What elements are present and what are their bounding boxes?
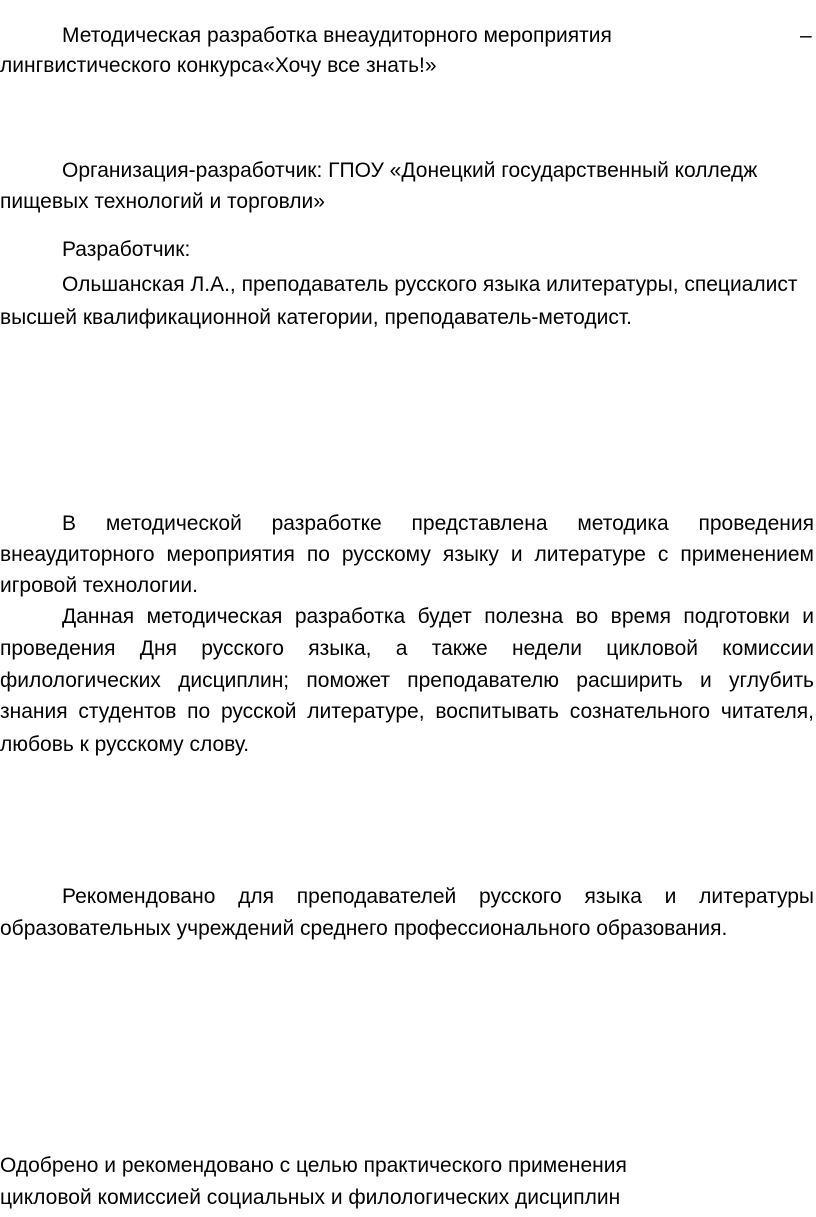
title-dash: – xyxy=(800,24,812,47)
organization-line-1: Организация-разработчик: ГПОУ «Донецкий государственный колледж xyxy=(62,159,758,182)
description-p2-line-1: Данная методическая разработка будет полезна во время подготовки и xyxy=(62,605,814,628)
organization-line-2: пищевых технологий и торговли» xyxy=(0,190,325,213)
description-p2-line-3: филологических дисциплин; поможет преподавателю расширить и углубить xyxy=(0,669,814,692)
developer-line-1: Ольшанская Л.А., преподаватель русского языка илитературы, специалист xyxy=(62,273,798,296)
title-line-2: лингвистического конкурса«Хочу все знать!» xyxy=(0,54,437,77)
description-p2-line-2: проведения Дня русского языка, а также недели цикловой комиссии xyxy=(0,637,814,660)
description-p1-line-2: внеаудиторного мероприятия по русскому языку и литературе с применением xyxy=(0,543,814,566)
title-line-1: Методическая разработка внеаудиторного мероприятия xyxy=(62,24,612,47)
recommendation-line-2: образовательных учреждений среднего профессионального образования. xyxy=(0,917,728,940)
description-p1-line-3: игровой технологии. xyxy=(0,574,198,597)
approval-line-2: цикловой комиссией социальных и филологических дисциплин xyxy=(0,1186,621,1209)
recommendation-line-1: Рекомендовано для преподавателей русского языка и литературы xyxy=(62,885,814,908)
description-p2-line-4: знания студентов по русской литературе, воспитывать сознательного читателя, xyxy=(0,700,814,723)
description-p2-line-5: любовь к русскому слову. xyxy=(0,733,250,756)
description-p1-line-1: В методической разработке представлена методика проведения xyxy=(62,512,814,535)
developer-line-2: высшей квалификационной категории, преподаватель-методист. xyxy=(0,306,633,329)
approval-line-1: Одобрено и рекомендовано с целью практического применения xyxy=(0,1154,627,1177)
developer-label: Разработчик: xyxy=(62,238,191,261)
